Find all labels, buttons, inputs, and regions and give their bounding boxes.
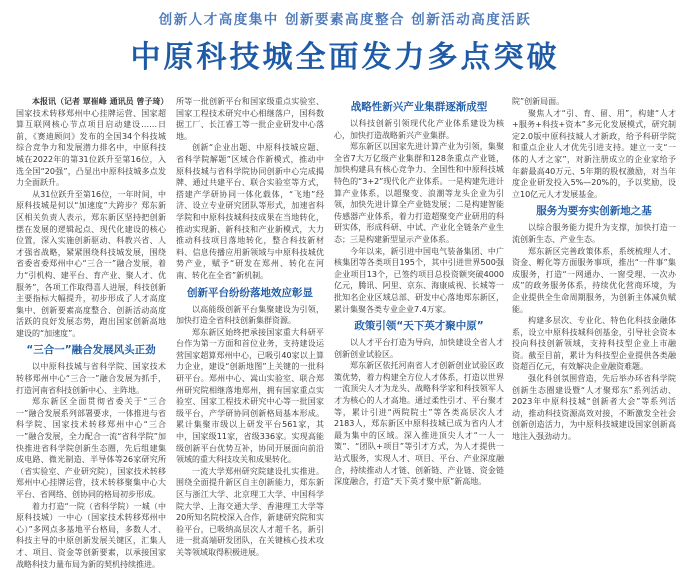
page-title: 中原科技城全面发力多点突破 bbox=[130, 40, 560, 75]
paragraph: 构建多层次、专业化、特色化科技金融体系，设立中原科技城科创基金，引导社会资本投向科技创新领域，支持科技型企业上市融资。截至目前，累计为科技型企业提供各类融资超百亿元，有效解决企业融资难题。 bbox=[512, 316, 676, 372]
paragraph: 郑东新区全面贯彻省委关于“三合一”融合发展系列部署要求，一体推进与省科学院、国家技术转移郑州中心“三合一”融合发展，全力配合一流“省科学院”加快推进省科学院创新生态圈，先后组建集成电路、微光制造、半导体等26家研究所（省实验室、产业研究院），国家技术转移郑州中心挂牌运营，技术转移聚集中心大平台、省网络、创协同的格局初步形成。 bbox=[16, 397, 166, 499]
paragraph: 郑东新区始终把承接国家重大科研平台作为第一方面和首位业务，支持建设运营国家超算郑州中心，已吸引40家以上算力企业，建设“创新地图”上关键的一批科研平台。郑州中心、嵩山实验室、联合郑州研究院相继落地郑州，拥有国家重点实验室、国家工程技术研究中心等一批国家级平台，产学研协同创新格局基本形成。累计集聚市级以上研发平台561家，其中，国家级11家，省级336家。实现高能级创新平台优势互补，协同开展面向前沿领域的重大科技攻关和成果转化。 bbox=[176, 327, 324, 465]
paragraph: 郑东新区依托河南省人才创新创业试验区政策优势，着力构建全方位人才体系，打造以世界一流顶尖人才为龙头、战略科学家和科技领军人才为核心的人才高地。通过柔性引才、平台聚才等，累计引进“两院院士”等各类高层次人才2183人，郑东新区中原科技城已成为省内人才最为集中的区域。深入推进顶尖人才“一人一策”、“团队+项目”等引才方式，为人才提供一站式服务，实现人才、项目、平台、产业深度融合，持续推动人才链、创新链、产业链、资金链深度融合，打造“天下英才聚中原”新高地。 bbox=[334, 361, 504, 487]
paragraph: 着力打造“一院（省科学院）一城（中原科技城）一中心（国家技术转移郑州中心）”多网点多基地平台格局，多数人才、科技主导的中原创新发展关键区，汇集人才、项目、资金等创新要素，以承接国家战略科技力量布局为新的契机持续推进。 bbox=[16, 501, 166, 569]
paragraph: 以科技创新引领现代化产业体系建设为核心，加快打造战略新兴产业集群。 bbox=[334, 119, 504, 140]
column-4 bbox=[512, 96, 676, 509]
column-1 bbox=[16, 96, 169, 569]
column-2 bbox=[176, 96, 324, 557]
byline: 本报讯（记者 覃崔峰 通讯员 曾子琦） bbox=[32, 97, 169, 106]
paragraph: 聚焦人才“引、育、留、用”，构建“人才+服务+科技+资本”多元化发展模式，研究制定2.0版中原科技城人才新政，给予科研学院和重点企业人才优先引进支持。建立一支“一体的人才之家”，对新注册成立的企业家给予年薪最高40万元、5年期的股权激励，对当年度企业研发投入5%—20%的，予以奖励，设立10亿元人才发展基金。 bbox=[512, 108, 676, 199]
paragraph: 以中原科技城与省科学院、国家技术转移郑州中心“三合一”融合发展为抓手，打造河南省科技创新中心、主阵地。 bbox=[16, 362, 166, 395]
paragraph: 院”创新局面。 bbox=[512, 97, 565, 106]
paragraph-text: 国家技术转移郑州中心挂牌运营、国家超算互联网核心节点项目启动建设……日前，《赛迪顾问》发布的全国34个科技城综合竞争力和发展潜力排名中，中原科技城在2022年的第31位跃升至第16位，入选全国“20强”，凸显出中原科技城多点发力全面跃升。 bbox=[16, 108, 166, 188]
paragraph: 创新“企业出题、中原科技城应题、省科学院解题”区域合作新模式，推动中原科技城与省科学院协同创新中心完成揭牌、通过共建平台、联合实验室等方式，搭建产学研协同一体化载体，“飞地”经济、设立专业研究团队等形式，加速省科学院和中原科技城科技成果在当地转化，推动实现新、新科技和产业新模式，大力推动科技项目落地转化，整合科技新材料、信息传播应用新领域与中原科技城优势产业，赋予“研发在郑州、转化在河南、转化在全省”新机制。 bbox=[176, 143, 324, 280]
paragraph: 所等一批创新平台和国家级重点实验室、国家工程技术研究中心相继落户，国科数据工厂、长江睿工等一批企业研发中心落地。 bbox=[176, 97, 324, 141]
column-3 bbox=[334, 96, 504, 509]
paragraph: 一流大学郑州研究院建设扎实推进。围绕全面提升新区自主创新能力，郑东新区与浙江大学、北京理工大学、中国科学院大学、上海交通大学、香港理工大学等20所知名院校深入合作，新建研究院和实验平台，已吸纳高层次人才超千名，新引进一批高端研发团队，在关键核心技术攻关等领域取得积极进展。 bbox=[176, 466, 324, 557]
paragraph: 以综合服务能力提升为支撑，加快打造一流创新生态、产业生态。 bbox=[512, 223, 676, 244]
section-heading: 战略性新兴产业集群逐渐成型 bbox=[350, 101, 488, 113]
paragraph: 从31位跃升至第16位，一年时间，中原科技城是何以“加速度”大跨步？郑东新区相关负责人表示，郑东新区坚持把创新摆在发展的逻辑起点、现代化建设的核心位置，深入实施创新驱动、科教兴省、人才强省战略，紧紧围绕科技城发展，围绕省委省委郑州中心“三合一”融合发展，着力“引机构、建平台、育产业、聚人才、优服务”，各项工作取得喜人进展，科技创新主要指标大幅提升，初步形成了人才高度集中、创新要素高度整合、创新活动高度活跃的良好发展态势，跑出国家创新高地建设的“加速度”。 bbox=[16, 189, 166, 338]
paragraph: 以人才平台打造为导向，加快建设全省人才创新创业试验区。 bbox=[334, 338, 504, 359]
section-heading: 服务为要夯实创新地之基 bbox=[536, 205, 652, 218]
paragraph: 今年以来，新引进中国电气装备集团、中广核集团等各类项目195个，其中引进世界500强企业项目13个，已签约项目总投资额突破4000亿元，腾讯、阿里、京东、海康威视、长城等一批知名企业区域总部、研发中心落地郑东新区，累计集聚各类专业企业7.4万家。 bbox=[334, 246, 504, 314]
paragraph: 以高能级创新平台集聚建设为引领，加快打造全省科技创新集群资源。 bbox=[176, 304, 324, 326]
section-heading: “三合一”融合发展风头正劲 bbox=[26, 344, 156, 357]
section-heading: 创新平台纷纷落地效应彰显 bbox=[187, 286, 313, 299]
paragraph: 郑东新区完善政策体系，系统梳理人才、资金、孵化等方面服务事项，推出“一件事”集成服务，打造“一网通办、一窗受理、一次办成”的政务服务体系，持续优化营商环境，为企业提供全生命周期服务，为创新主体减负赋能。 bbox=[512, 246, 676, 314]
paragraph bbox=[16, 96, 169, 189]
page-subtitle: 创新人才高度集中 创新要素高度整合 创新活动高度活跃 bbox=[158, 12, 532, 28]
paragraph: 郑东新区以国家先进计算产业为引领，集聚全省7大万亿级产业集群和128条重点产业链，加快构建具有核心竞争力、全国性和中原科技城特色的“3+2”现代化产业体系。一是构建先进计算产业体系，以超聚变、浪潮等龙头企业为引领，加快先进计算全产业链发展；二是构建智能传感器产业体系，着力打造超聚变产业研用的科研实体，形成科研、中试、产业化全链条产业生态；三是构建新型显示产业体系。 bbox=[334, 142, 504, 244]
section-heading: 政策引领“天下英才聚中原” bbox=[354, 320, 484, 333]
paragraph: 强化科创氛围营造，先后举办环省科学院创新生态圈建设暨“人才聚郑东”系列活动、2023年中原科技城“创新者大会”等系列活动，推动科技资源高效对接，不断激发全社会创新创造活力，为中原科技城建设国家创新高地注入强劲动力。 bbox=[512, 374, 676, 442]
